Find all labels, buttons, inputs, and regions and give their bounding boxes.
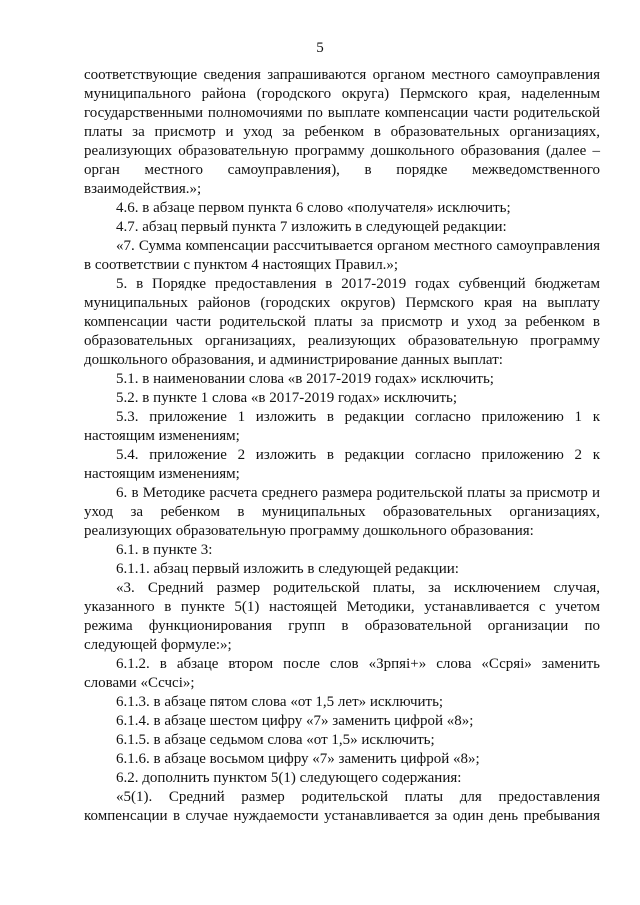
- paragraph-6-1-5: 6.1.5. в абзаце седьмом слова «от 1,5» исключить;: [116, 732, 435, 748]
- paragraph-5-3: 5.3. приложение 1 изложить в редакции согласно приложению 1 к настоящим изменениям;: [84, 409, 600, 444]
- paragraph-5-1-need: «5(1). Средний размер родительской платы для предоставления компенсации в случае нуждаемости устанавливается за один день пребывания: [84, 789, 600, 824]
- page-number: 5: [316, 40, 324, 56]
- paragraph-5-2: 5.2. в пункте 1 слова «в 2017-2019 годах» исключить;: [116, 390, 458, 406]
- paragraph-6-1: 6.1. в пункте 3:: [116, 542, 213, 558]
- paragraph-6-1-6: 6.1.6. в абзаце восьмом цифру «7» заменить цифрой «8»;: [116, 751, 480, 767]
- paragraph-3-avg-fee: «3. Средний размер родительской платы, за исключением случая, указанного в пункте 5(1) настоящей Методики, устанавливается с учетом режима функционирования групп в образовательной организации по следующей формуле:»;: [84, 580, 600, 653]
- paragraph-4-7: 4.7. абзац первый пункта 7 изложить в следующей редакции:: [116, 219, 507, 235]
- paragraph-5-4: 5.4. приложение 2 изложить в редакции согласно приложению 2 к настоящим изменениям;: [84, 447, 600, 482]
- paragraph-7-sum: «7. Сумма компенсации рассчитывается органом местного самоуправления в соответствии с пунктом 4 настоящих Правил.»;: [84, 238, 600, 273]
- paragraph-5-1: 5.1. в наименовании слова «в 2017-2019 годах» исключить;: [116, 371, 494, 387]
- paragraph-4-6: 4.6. в абзаце первом пункта 6 слово «получателя» исключить;: [116, 200, 511, 216]
- paragraph-6-2: 6.2. дополнить пунктом 5(1) следующего содержания:: [116, 770, 462, 786]
- paragraph-6-1-1: 6.1.1. абзац первый изложить в следующей редакции:: [116, 561, 459, 577]
- paragraph-info-request: соответствующие сведения запрашиваются органом местного самоуправления муниципального района (городского округа) Пермского края, наделенным государственными полномочиями по выплате компенсации части родительской платы за присмотр и уход за ребенком в образовательных организациях, реализующих образовательную программу дошкольного образования (далее – орган местного самоуправления), в порядке межведомственного взаимодействия.»;: [84, 67, 600, 197]
- paragraph-6-1-2: 6.1.2. в абзаце втором после слов «Зрпяі+» слова «Ссряі» заменить словами «Ссчсі»;: [84, 656, 600, 691]
- paragraph-6-1-4: 6.1.4. в абзаце шестом цифру «7» заменить цифрой «8»;: [116, 713, 474, 729]
- paragraph-5: 5. в Порядке предоставления в 2017-2019 годах субвенций бюджетам муниципальных районов (городских округов) Пермского края на выплату компенсации части родительской платы за присмотр и уход за ребенком в образовательных организациях, реализующих образовательную программу дошкольного образования, и администрирование данных выплат:: [84, 276, 600, 368]
- paragraph-6: 6. в Методике расчета среднего размера родительской платы за присмотр и уход за ребенком в муниципальных образовательных организациях, реализующих образовательную программу дошкольного образования:: [84, 485, 600, 539]
- paragraph-6-1-3: 6.1.3. в абзаце пятом слова «от 1,5 лет» исключить;: [116, 694, 444, 710]
- document-body: [84, 66, 600, 826]
